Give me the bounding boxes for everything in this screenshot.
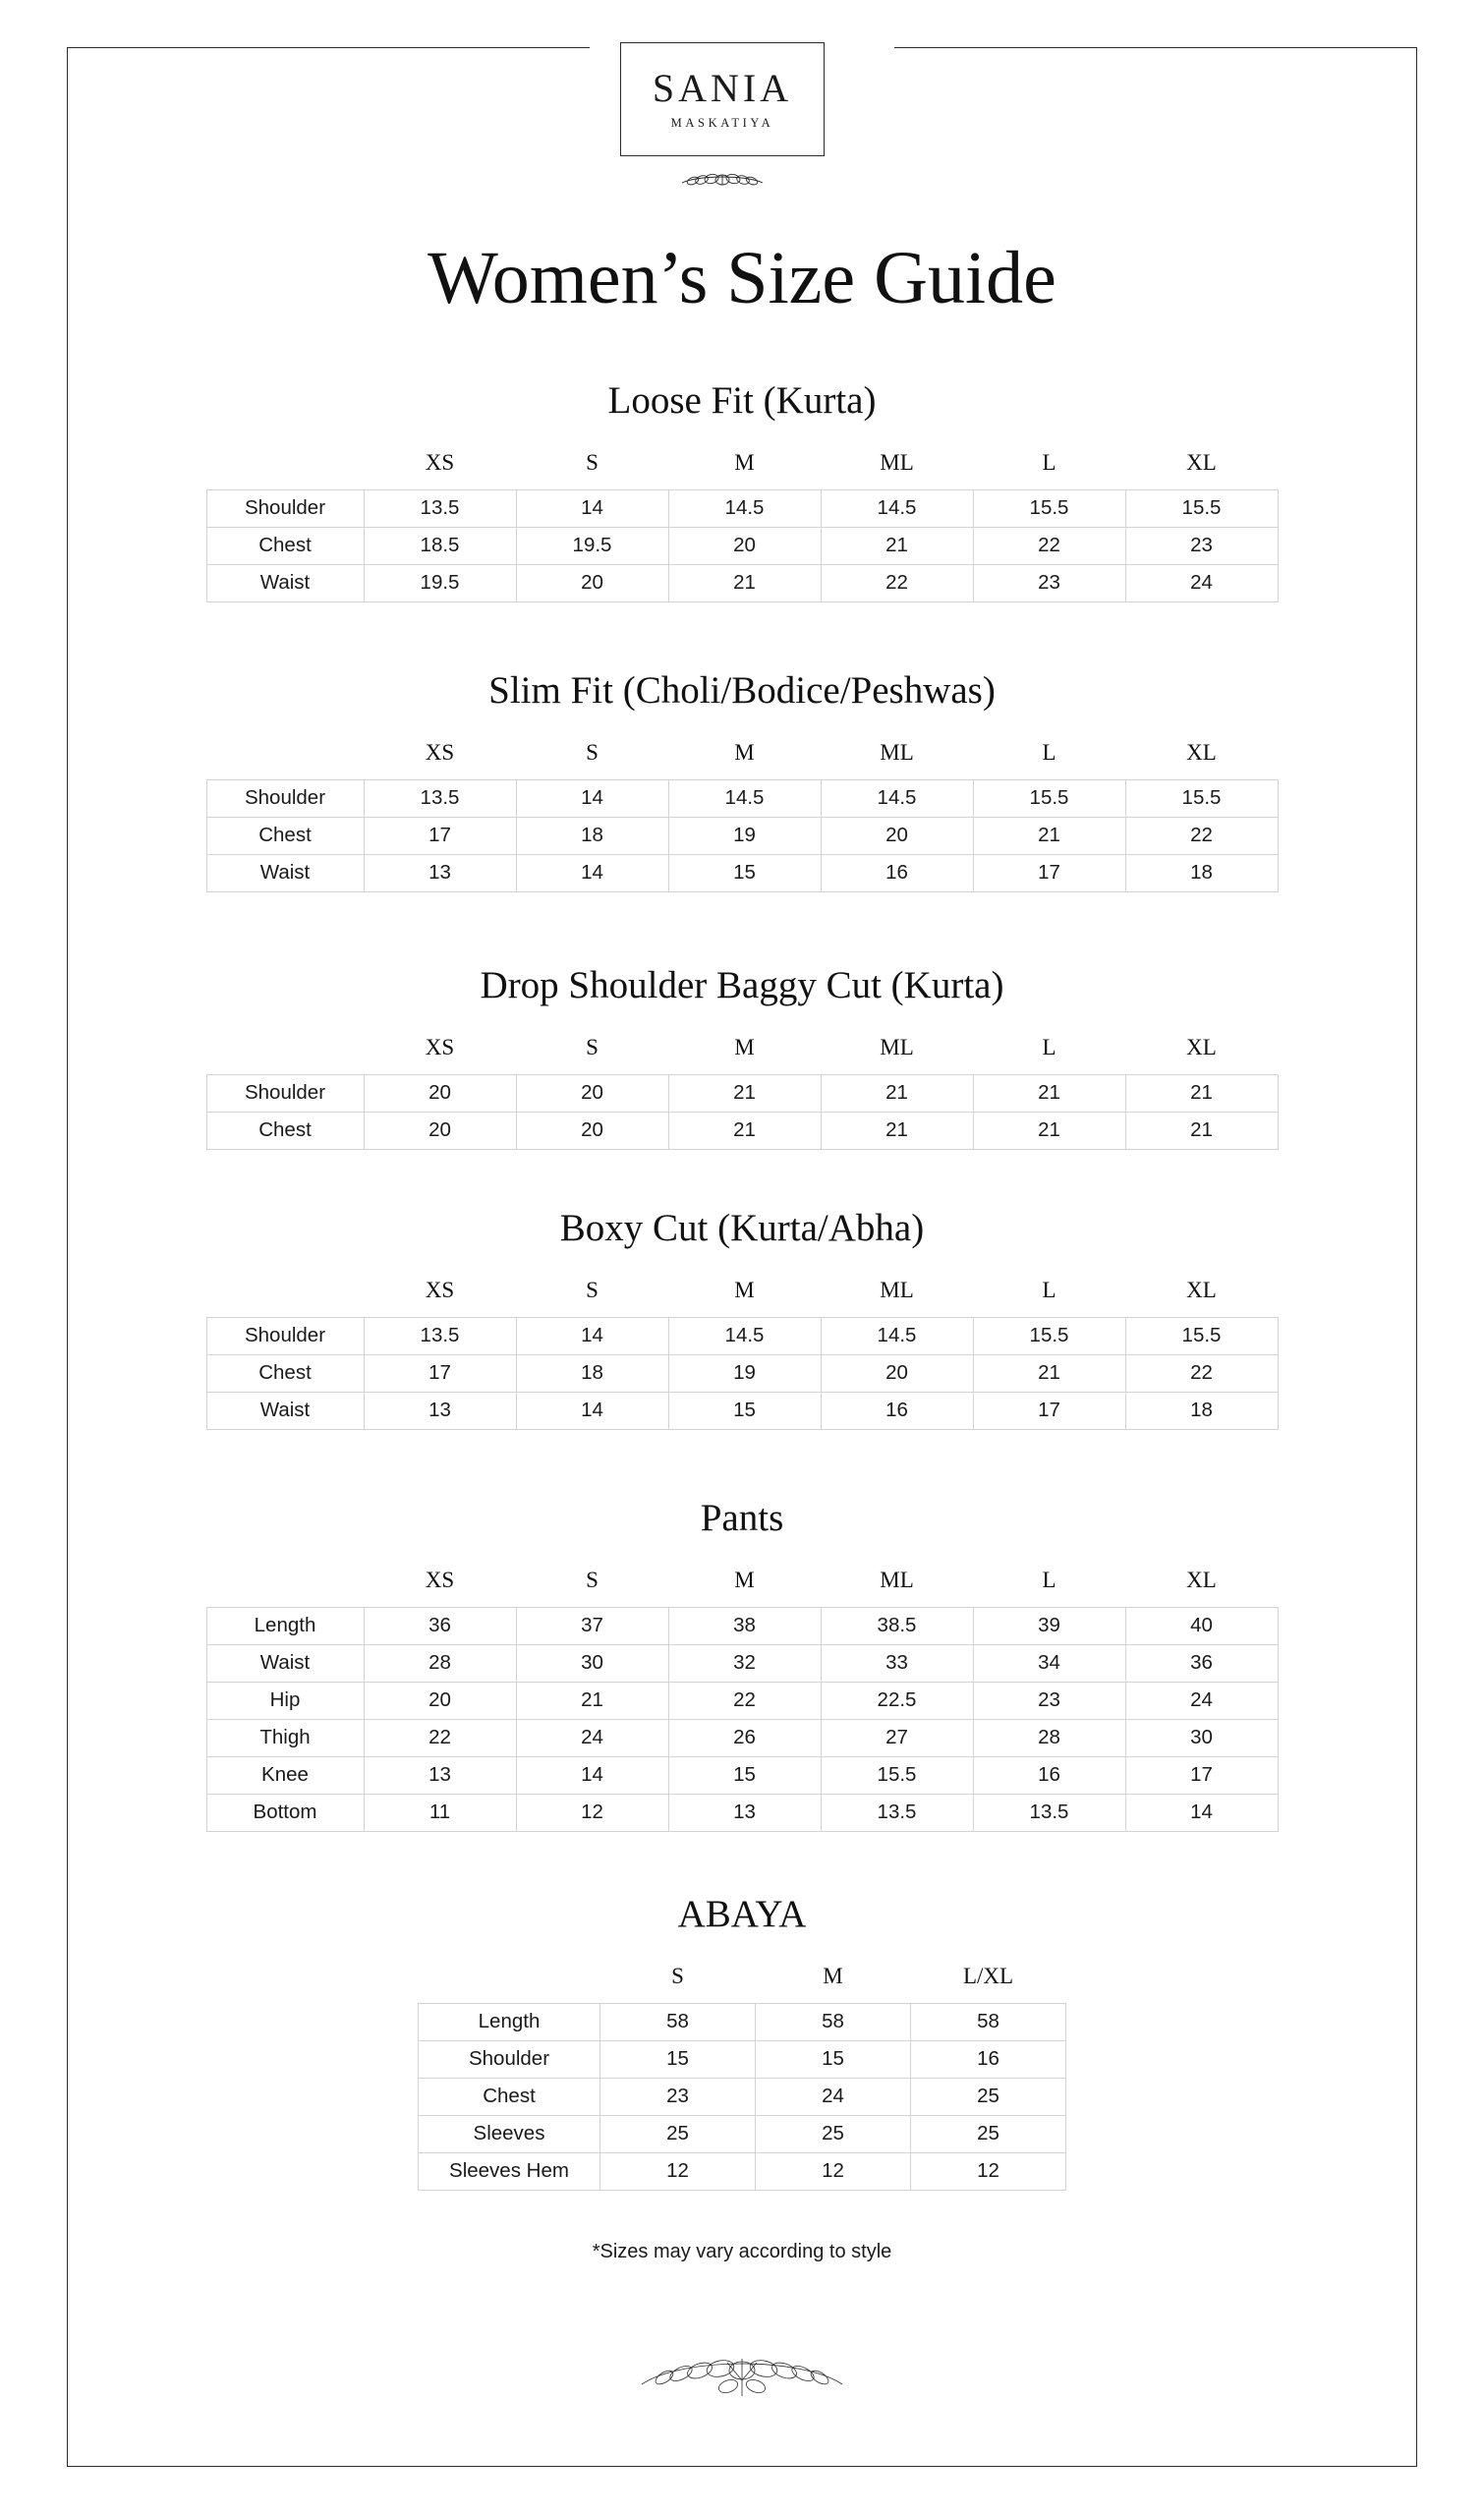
size-header: ML [880,449,914,475]
cell: 12 [600,2152,756,2190]
table-row [206,1719,1278,1756]
cell: 22.5 [821,1682,973,1719]
cell: 15 [668,1392,821,1429]
table-row [206,1392,1278,1429]
cell: 15.5 [1125,779,1278,817]
size-header: XS [425,1277,455,1302]
section-drop-shoulder [0,963,1484,1150]
floral-ornament-bottom-icon [634,2331,850,2408]
size-header: L [1042,1567,1056,1592]
section-abaya [0,1892,1484,2191]
size-header: S [586,449,599,475]
cell: 15.5 [973,489,1125,527]
cell: 16 [821,854,973,891]
cell: 23 [600,2078,756,2115]
size-header: ML [880,1034,914,1059]
size-header: S [586,739,599,765]
cell: 23 [1125,527,1278,564]
brand-name: SANIA [652,65,793,110]
cell: 21 [668,1112,821,1149]
table-row [206,564,1278,601]
cell: 15.5 [1125,1317,1278,1354]
table-row [206,1756,1278,1794]
cell: 21 [821,527,973,564]
cell: 21 [821,1112,973,1149]
cell: 17 [364,817,516,854]
table-row [206,1074,1278,1112]
corner-cell [419,1960,600,2004]
cell: 30 [516,1644,668,1682]
cell: 13.5 [821,1794,973,1831]
size-header: ML [880,1567,914,1592]
cell: 21 [1125,1074,1278,1112]
cell: 39 [973,1607,1125,1644]
cell: 21 [668,1074,821,1112]
row-label: Chest [206,817,364,854]
table-row [206,527,1278,564]
section-boxy-cut [0,1206,1484,1430]
cell: 38.5 [821,1607,973,1644]
table-row [206,854,1278,891]
cell: 22 [668,1682,821,1719]
row-label: Shoulder [206,1074,364,1112]
cell: 22 [1125,1354,1278,1392]
cell: 34 [973,1644,1125,1682]
cell: 21 [1125,1112,1278,1149]
table-row [419,2078,1066,2115]
cell: 24 [756,2078,911,2115]
cell: 19 [668,817,821,854]
corner-cell [206,1031,364,1075]
cell: 20 [364,1682,516,1719]
table-row [419,2040,1066,2078]
table-header-row [206,446,1278,490]
cell: 36 [364,1607,516,1644]
row-label: Length [206,1607,364,1644]
cell: 58 [756,2003,911,2040]
size-header: L [1042,1277,1056,1302]
cell: 20 [668,527,821,564]
corner-cell [206,736,364,780]
size-header: XS [425,1567,455,1592]
table-row [206,1112,1278,1149]
section-title: Loose Fit (Kurta) [607,379,877,422]
table-row [206,1682,1278,1719]
cell: 12 [516,1794,668,1831]
table-row [206,1794,1278,1831]
cell: 19 [668,1354,821,1392]
cell: 20 [821,1354,973,1392]
cell: 15.5 [973,1317,1125,1354]
cell: 13 [668,1794,821,1831]
row-label: Waist [206,1644,364,1682]
row-label: Waist [206,1392,364,1429]
table-row [206,489,1278,527]
cell: 20 [516,1074,668,1112]
cell: 22 [364,1719,516,1756]
cell: 16 [821,1392,973,1429]
size-header: M [734,1034,755,1059]
size-table [418,1960,1066,2191]
cell: 14.5 [668,779,821,817]
cell: 14 [1125,1794,1278,1831]
cell: 13.5 [973,1794,1125,1831]
cell: 20 [364,1074,516,1112]
row-label: Shoulder [206,779,364,817]
cell: 26 [668,1719,821,1756]
row-label: Knee [206,1756,364,1794]
section-title: Pants [700,1497,784,1539]
size-header: L [1042,1034,1056,1059]
size-table [206,736,1279,892]
section-pants [0,1496,1484,1832]
cell: 30 [1125,1719,1278,1756]
size-header: M [734,449,755,475]
row-label: Sleeves Hem [419,2152,600,2190]
cell: 21 [973,817,1125,854]
size-header: XL [1186,1567,1217,1592]
cell: 16 [973,1756,1125,1794]
page-title: Women’s Size Guide [428,237,1056,319]
cell: 13 [364,1392,516,1429]
row-label: Sleeves [419,2115,600,2152]
brand-subname: MASKATIYA [670,115,774,130]
size-table [206,1564,1279,1832]
cell: 11 [364,1794,516,1831]
size-header: M [734,1277,755,1302]
cell: 40 [1125,1607,1278,1644]
cell: 23 [973,1682,1125,1719]
cell: 15 [668,1756,821,1794]
size-header: M [734,1567,755,1592]
cell: 58 [600,2003,756,2040]
row-label: Length [419,2003,600,2040]
cell: 25 [600,2115,756,2152]
cell: 13 [364,854,516,891]
size-table [206,1274,1279,1430]
cell: 58 [911,2003,1066,2040]
cell: 14.5 [668,489,821,527]
cell: 14.5 [821,1317,973,1354]
corner-cell [206,1274,364,1318]
cell: 17 [973,1392,1125,1429]
size-header: XL [1186,739,1217,765]
cell: 37 [516,1607,668,1644]
cell: 24 [1125,564,1278,601]
cell: 22 [1125,817,1278,854]
table-row [419,2115,1066,2152]
cell: 19.5 [516,527,668,564]
size-header: XS [425,739,455,765]
cell: 18 [1125,854,1278,891]
table-row [206,1644,1278,1682]
size-header: L [1042,739,1056,765]
row-label: Chest [206,1354,364,1392]
size-header: L [1042,449,1056,475]
row-label: Shoulder [419,2040,600,2078]
section-title: ABAYA [677,1893,807,1935]
table-row [206,779,1278,817]
cell: 28 [973,1719,1125,1756]
cell: 32 [668,1644,821,1682]
cell: 13.5 [364,489,516,527]
size-header: ML [880,739,914,765]
cell: 14 [516,779,668,817]
cell: 20 [516,564,668,601]
cell: 25 [911,2115,1066,2152]
size-header: XS [425,449,455,475]
size-header: S [586,1034,599,1059]
cell: 12 [911,2152,1066,2190]
cell: 21 [821,1074,973,1112]
cell: 24 [1125,1682,1278,1719]
cell: 27 [821,1719,973,1756]
section-slim-fit [0,668,1484,892]
cell: 18.5 [364,527,516,564]
corner-cell [206,446,364,490]
cell: 21 [973,1074,1125,1112]
size-header: XL [1186,1277,1217,1302]
cell: 17 [973,854,1125,891]
cell: 25 [911,2078,1066,2115]
row-label: Chest [206,527,364,564]
cell: 25 [756,2115,911,2152]
cell: 14 [516,854,668,891]
cell: 12 [756,2152,911,2190]
size-header: XL [1186,449,1217,475]
cell: 14.5 [821,779,973,817]
row-label: Waist [206,854,364,891]
cell: 23 [973,564,1125,601]
row-label: Hip [206,1682,364,1719]
cell: 14 [516,489,668,527]
cell: 17 [1125,1756,1278,1794]
cell: 15 [600,2040,756,2078]
table-header-row [419,1960,1066,2004]
cell: 14.5 [668,1317,821,1354]
row-label: Thigh [206,1719,364,1756]
section-title: Drop Shoulder Baggy Cut (Kurta) [480,964,1004,1006]
cell: 13.5 [364,1317,516,1354]
cell: 14 [516,1317,668,1354]
row-label: Chest [206,1112,364,1149]
cell: 36 [1125,1644,1278,1682]
cell: 24 [516,1719,668,1756]
size-header: S [586,1567,599,1592]
row-label: Shoulder [206,1317,364,1354]
table-row [206,1607,1278,1644]
size-header: L/XL [962,1963,1014,1988]
cell: 19.5 [364,564,516,601]
cell: 14 [516,1756,668,1794]
cell: 33 [821,1644,973,1682]
size-header: M [734,739,755,765]
cell: 22 [973,527,1125,564]
table-row [206,1354,1278,1392]
row-label: Shoulder [206,489,364,527]
cell: 15.5 [821,1756,973,1794]
cell: 21 [516,1682,668,1719]
size-table [206,1031,1279,1150]
table-header-row [206,1031,1278,1075]
size-header: XL [1186,1034,1217,1059]
table-row [206,817,1278,854]
cell: 14.5 [821,489,973,527]
cell: 38 [668,1607,821,1644]
size-header: S [671,1963,684,1988]
cell: 20 [516,1112,668,1149]
floral-ornament-icon [678,165,767,195]
cell: 17 [364,1354,516,1392]
row-label: Chest [419,2078,600,2115]
section-loose-fit [0,378,1484,602]
size-header: M [823,1963,843,1988]
cell: 15 [756,2040,911,2078]
cell: 18 [1125,1392,1278,1429]
cell: 20 [364,1112,516,1149]
footnote: *Sizes may vary according to style [592,2241,892,2262]
cell: 22 [821,564,973,601]
cell: 16 [911,2040,1066,2078]
cell: 14 [516,1392,668,1429]
size-header: XS [425,1034,455,1059]
cell: 20 [821,817,973,854]
table-header-row [206,1274,1278,1318]
cell: 15 [668,854,821,891]
cell: 28 [364,1644,516,1682]
cell: 21 [668,564,821,601]
brand-logo [620,42,825,156]
table-row [419,2003,1066,2040]
size-header: S [586,1277,599,1302]
cell: 13 [364,1756,516,1794]
cell: 21 [973,1354,1125,1392]
cell: 15.5 [973,779,1125,817]
cell: 13.5 [364,779,516,817]
size-table [206,446,1279,602]
table-row [206,1317,1278,1354]
section-title: Boxy Cut (Kurta/Abha) [559,1207,925,1249]
cell: 18 [516,817,668,854]
row-label: Waist [206,564,364,601]
table-header-row [206,1564,1278,1608]
table-row [419,2152,1066,2190]
section-title: Slim Fit (Choli/Bodice/Peshwas) [488,669,996,712]
table-header-row [206,736,1278,780]
cell: 18 [516,1354,668,1392]
row-label: Bottom [206,1794,364,1831]
cell: 21 [973,1112,1125,1149]
cell: 15.5 [1125,489,1278,527]
corner-cell [206,1564,364,1608]
size-header: ML [880,1277,914,1302]
